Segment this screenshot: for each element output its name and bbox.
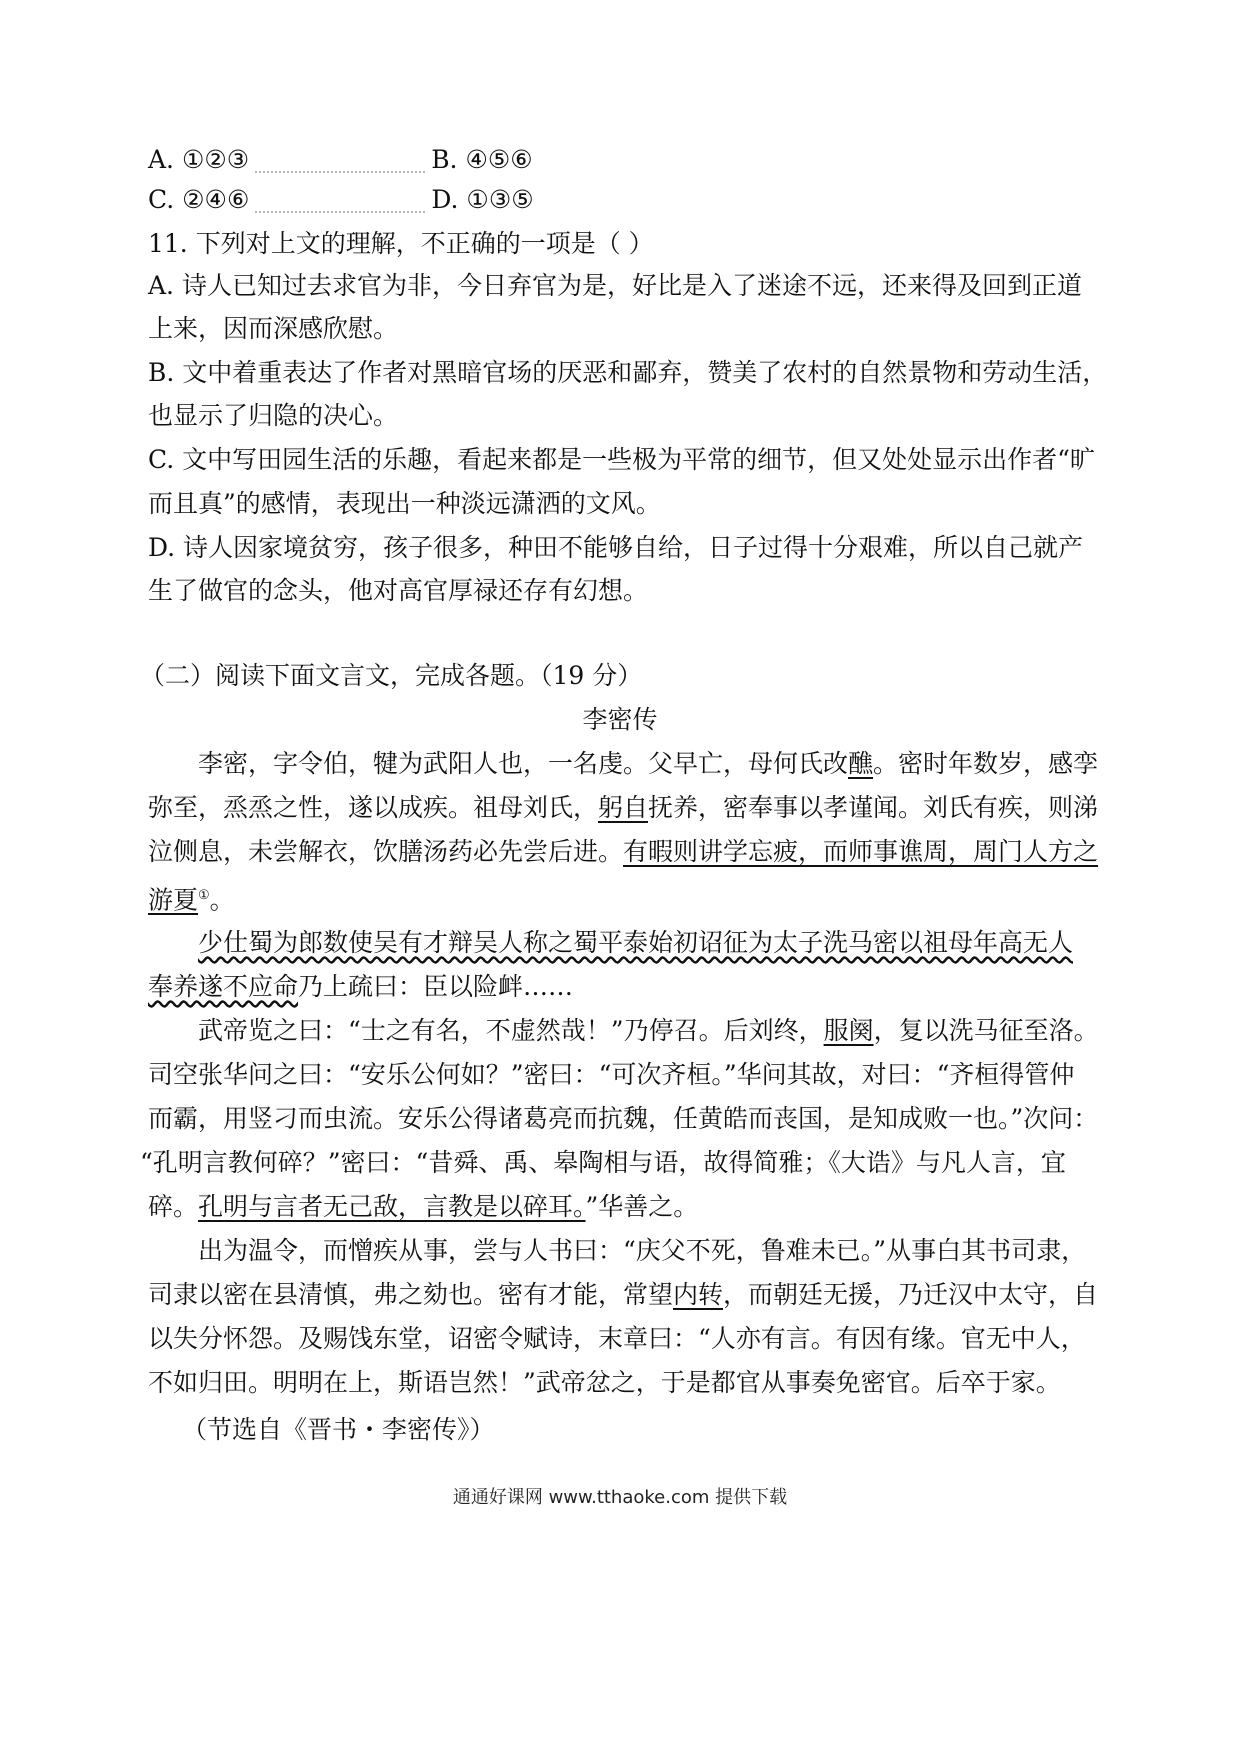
passage-source: （节选自《晋书・李密传》） (182, 1415, 495, 1444)
option-b: B. ④⑤⑥ (431, 145, 533, 174)
passage-title: 李密传 (582, 705, 658, 734)
passage-line (148, 834, 1098, 870)
passage-line: 而霸，用竖刁而虫流。安乐公得诸葛亮而抗魏，任黄皓而丧国，是知成败一也。”次问： (148, 1104, 1099, 1133)
passage-line: 不如归田。明明在上，斯语岂然！”武帝忿之，于是都官从事奏免密官。后卒于家。 (148, 1368, 1061, 1397)
wavy-underlined-text: 少仕蜀为郎数使吴有才辩吴人称之蜀平泰始初诏征为太子洗马密以祖母年高无人 (198, 928, 1074, 957)
passage-line: 出为温令，而憎疾从事，尝与人书曰：“庆父不死，鲁难未已。”从事白其书司隶， (198, 1236, 1087, 1265)
options-row-cd (148, 182, 534, 218)
option-a: A. ①②③ (148, 145, 250, 174)
passage-line (148, 1277, 1098, 1313)
underlined-sentence: 孔明与言者无己敌，言教是以碎耳。 (198, 1192, 586, 1221)
text-run: 乃上疏曰：臣以险衅…… (298, 972, 574, 1001)
text-run: 李密，字令伯，犍为武阳人也，一名虔。父早亡，母何氏改 (198, 749, 849, 778)
underlined-word: 躬自 (598, 793, 649, 822)
passage-line (198, 1013, 1148, 1049)
q11-option-c-line2: 而且真”的感情，表现出一种淡远潇洒的文风。 (148, 489, 661, 518)
text-run: ，而朝廷无援，乃迁汉中太守，自 (723, 1280, 1099, 1309)
text-run: 。 (209, 885, 235, 915)
text-run: 。密时年数岁，感孪 (873, 749, 1099, 778)
underlined-word: 醮 (848, 749, 874, 778)
q11-option-c-line1: C. 文中写田园生活的乐趣，看起来都是一些极为平常的细节，但又处处显示出作者“旷 (148, 445, 1095, 474)
text-run: 司隶以密在县清慎，弗之劾也。密有才能，常望 (148, 1280, 674, 1309)
text-run: 武帝览之曰：“士之有名，不虚然哉！”乃停召。后刘终， (198, 1016, 824, 1045)
text-run: 碎。 (148, 1192, 199, 1221)
text-run: ，复以洗马征至洛。 (873, 1016, 1099, 1045)
options-row-ab (148, 142, 533, 178)
passage-line (198, 746, 1148, 782)
passage-line (148, 969, 1098, 1005)
footnote-mark: ① (198, 888, 210, 903)
text-run: 弥至，烝烝之性，遂以成疾。祖母刘氏， (148, 793, 599, 822)
passage-line (148, 878, 1098, 918)
q11-option-a-line2: 上来，因而深感欣慰。 (148, 314, 399, 343)
question-11-stem: 11. 下列对上文的理解，不正确的一项是（ ） (148, 229, 654, 258)
passage-line (148, 790, 1098, 826)
option-d: D. ①③⑤ (431, 185, 534, 214)
q11-option-d-line1: D. 诗人因家境贫穷，孩子很多，种田不能够自给，日子过得十分艰难，所以自己就产 (148, 533, 1084, 562)
passage-line: 以失分怀怨。及赐饯东堂，诏密令赋诗，末章曰：“人亦有言。有因有缘。官无中人， (148, 1324, 1086, 1353)
q11-option-a-line1: A. 诗人已知过去求官为非，今日弃官为是，好比是入了迷途不远，还来得及回到正道 (148, 271, 1082, 300)
underlined-word: 服阕 (823, 1016, 874, 1045)
underlined-sentence: 游夏 (148, 885, 199, 915)
q11-option-d-line2: 生了做官的念头，他对高官厚禄还存有幻想。 (148, 576, 649, 605)
passage-line (148, 1189, 1098, 1225)
text-run: 泣侧息，未尝解衣，饮膳汤药必先尝后进。 (148, 837, 624, 866)
passage-line: “孔明言教何碎？”密曰：“昔舜、禹、皋陶相与语，故得简雅；《大诰》与凡人言，宜 (140, 1148, 1066, 1177)
q11-option-b-line1: B. 文中着重表达了作者对黑暗官场的厌恶和鄙弃，赞美了农村的自然景物和劳动生活， (148, 358, 1108, 387)
passage-line (198, 925, 1148, 961)
wavy-underlined-text: 奉养遂不应命 (148, 972, 299, 1001)
section-heading: （二）阅读下面文言文，完成各题。（19 分） (140, 661, 643, 690)
option-c: C. ②④⑥ (148, 185, 250, 214)
footer-download-note: 通通好课网 www.tthaoke.com 提供下载 (452, 1487, 788, 1508)
underlined-sentence: 有暇则讲学忘疲，而师事谯周，周门人方之 (623, 837, 1099, 866)
text-run: ”华善之。 (585, 1192, 699, 1221)
text-run: 抚养，密奉事以孝谨闻。刘氏有疾，则涕 (648, 793, 1099, 822)
passage-line: 司空张华问之曰：“安乐公何如？”密曰：“可次齐桓。”华问其故，对曰：“齐桓得管仲 (148, 1060, 1075, 1089)
dotted-leader (255, 191, 425, 213)
dotted-leader (255, 151, 425, 173)
q11-option-b-line2: 也显示了归隐的决心。 (148, 401, 399, 430)
underlined-word: 内转 (673, 1280, 724, 1309)
